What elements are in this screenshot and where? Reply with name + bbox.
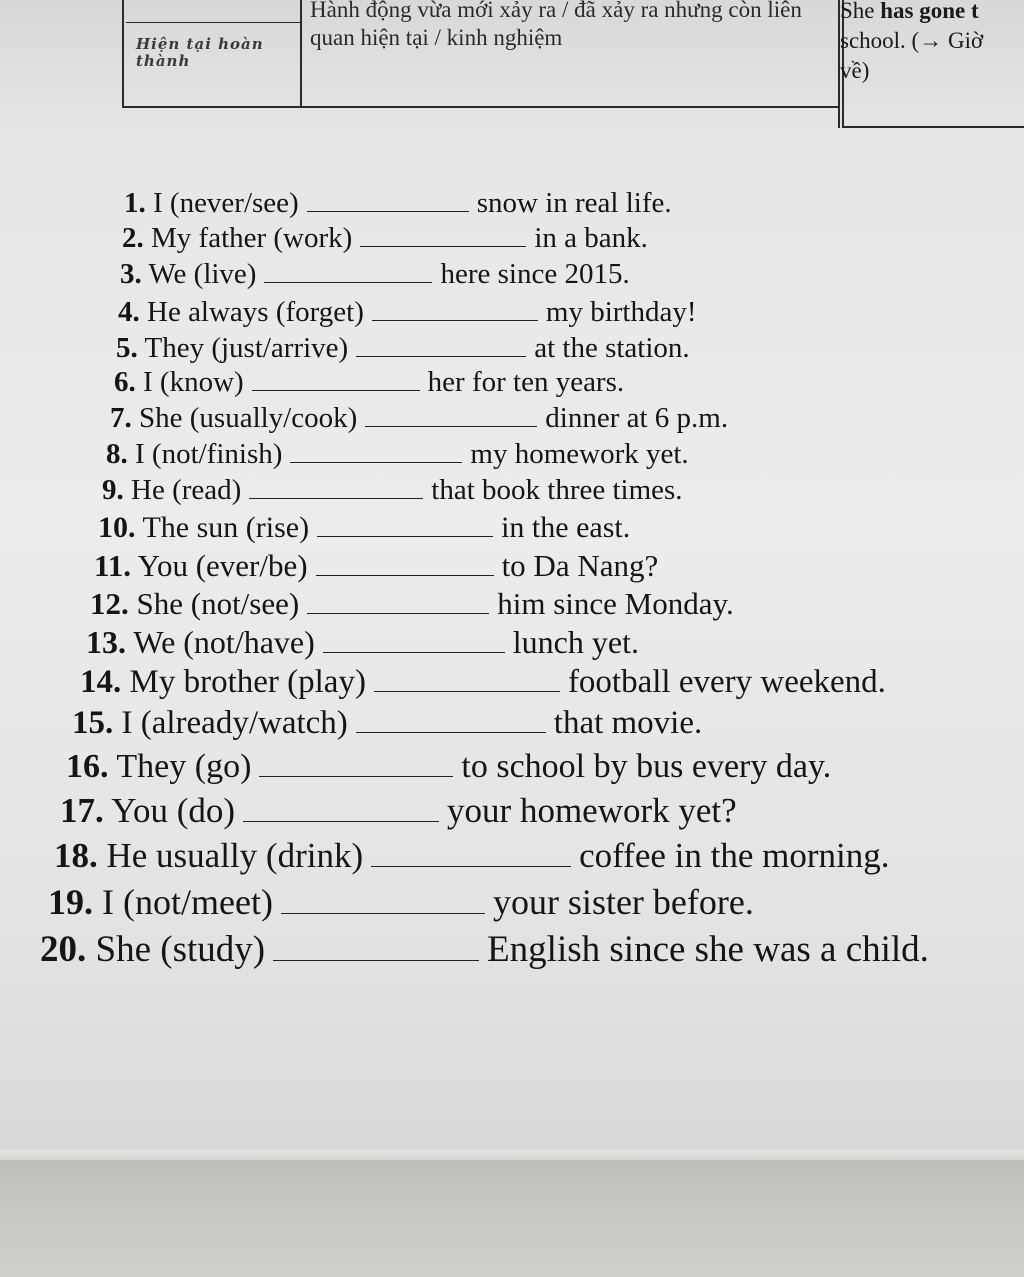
exercise-number: 1.: [124, 187, 146, 219]
exercise-item: [86, 624, 639, 661]
exercise-number: 8.: [106, 438, 128, 470]
example-bold: has gone t: [880, 0, 979, 23]
exercise-rest: English since she was a child.: [487, 929, 929, 970]
exercise-number: 2.: [122, 222, 144, 254]
example-prefix: She: [840, 0, 881, 23]
answer-blank[interactable]: [264, 281, 432, 283]
exercise-rest: in a bank.: [534, 222, 648, 254]
exercise-number: 6.: [114, 366, 136, 398]
exercise-prompt: I (never/see): [153, 187, 299, 219]
exercise-prompt: She (study): [95, 929, 266, 970]
exercise-item: [80, 664, 886, 701]
exercise-number: 3.: [120, 258, 142, 290]
exercise-prompt: He always (forget): [147, 296, 364, 328]
exercise-item: [54, 836, 889, 876]
exercise-item: [114, 366, 624, 399]
exercise-number: 9.: [102, 474, 124, 506]
exercise-rest: dinner at 6 p.m.: [545, 402, 729, 434]
exercise-item: [122, 222, 648, 255]
exercise-prompt: I (not/meet): [102, 882, 273, 922]
example-line3: về): [840, 58, 870, 83]
answer-blank[interactable]: [281, 912, 485, 914]
exercise-number: 16.: [66, 748, 109, 785]
answer-blank[interactable]: [365, 425, 537, 427]
exercise-number: 12.: [90, 586, 129, 621]
exercise-rest: that movie.: [553, 705, 703, 741]
exercise-prompt: I (not/finish): [135, 438, 283, 470]
exercise-item: [90, 586, 734, 622]
answer-blank[interactable]: [273, 959, 479, 961]
exercise-number: 19.: [48, 882, 93, 922]
exercise-rest: at the station.: [534, 332, 690, 364]
answer-blank[interactable]: [316, 574, 494, 576]
answer-blank[interactable]: [356, 731, 546, 733]
tense-name: Hiện tại hoàn thành: [136, 35, 264, 70]
exercise-item: [118, 296, 697, 329]
exercise-number: 15.: [72, 705, 114, 741]
exercise-prompt: They (go): [116, 748, 252, 785]
exercise-prompt: We (not/have): [133, 624, 315, 660]
exercise-item: [106, 438, 689, 471]
exercise-rest: lunch yet.: [512, 624, 639, 660]
exercise-item: [40, 928, 929, 971]
exercise-rest: in the east.: [501, 511, 631, 544]
answer-blank[interactable]: [372, 319, 538, 321]
answer-blank[interactable]: [259, 775, 453, 777]
exercise-prompt: She (usually/cook): [139, 402, 358, 434]
exercise-rest: football every weekend.: [567, 664, 886, 700]
exercise-number: 5.: [116, 332, 138, 364]
answer-blank[interactable]: [243, 820, 439, 822]
exercise-prompt: You (do): [111, 791, 236, 830]
exercise-rest: to Da Nang?: [501, 548, 659, 583]
exercise-item: [98, 511, 630, 545]
exercise-prompt: You (ever/be): [137, 548, 308, 583]
exercise-item: [94, 548, 658, 584]
tense-example: [840, 0, 1024, 86]
exercise-prompt: I (already/watch): [121, 705, 348, 741]
exercise-prompt: He usually (drink): [106, 836, 364, 875]
exercise-number: 17.: [60, 791, 104, 830]
answer-blank[interactable]: [356, 355, 526, 357]
exercise-item: [48, 881, 754, 923]
exercise-prompt: He (read): [131, 474, 242, 506]
grammar-table: [122, 0, 1024, 130]
exercise-rest: my birthday!: [545, 296, 697, 328]
exercise-number: 14.: [80, 664, 122, 700]
exercise-rest: your homework yet?: [447, 791, 737, 830]
exercise-item: [72, 705, 702, 742]
answer-blank[interactable]: [252, 389, 420, 391]
exercise-prompt: I (know): [143, 366, 244, 398]
exercise-prompt: She (not/see): [136, 586, 300, 621]
exercise-rest: her for ten years.: [427, 366, 625, 398]
exercise-item: [116, 332, 690, 365]
exercise-item: [102, 474, 683, 507]
answer-blank[interactable]: [249, 497, 423, 499]
exercise-prompt: They (just/arrive): [144, 332, 349, 364]
exercise-prompt: My brother (play): [129, 664, 366, 700]
exercise-item: [120, 258, 630, 291]
answer-blank[interactable]: [317, 535, 493, 537]
exercise-item: [124, 187, 672, 220]
exercise-rest: your sister before.: [492, 882, 754, 922]
exercise-item: [110, 402, 728, 435]
exercise-number: 20.: [40, 929, 87, 970]
exercise-prompt: The sun (rise): [142, 511, 310, 544]
exercise-item: [66, 748, 831, 786]
exercise-item: [60, 791, 737, 831]
tense-usage: Hành động vừa mới xảy ra / đã xảy ra nhưng còn liên quan hiện tại / kinh nghiệm: [310, 0, 802, 50]
exercise-number: 18.: [54, 836, 98, 875]
answer-blank[interactable]: [374, 690, 560, 692]
exercise-number: 10.: [98, 511, 136, 544]
exercise-number: 4.: [118, 296, 140, 328]
exercise-rest: him since Monday.: [497, 586, 734, 621]
exercise-number: 7.: [110, 402, 132, 434]
answer-blank[interactable]: [290, 461, 462, 463]
example-line2: school. (→ Giờ: [840, 28, 984, 53]
exercise-rest: that book three times.: [431, 474, 683, 506]
exercise-rest: coffee in the morning.: [579, 836, 890, 875]
exercise-prompt: My father (work): [151, 222, 353, 254]
answer-blank[interactable]: [307, 612, 489, 614]
exercise-number: 13.: [86, 624, 126, 660]
exercise-rest: my homework yet.: [470, 438, 689, 470]
exercise-rest: here since 2015.: [440, 258, 630, 290]
answer-blank[interactable]: [360, 245, 526, 247]
answer-blank[interactable]: [323, 651, 505, 653]
exercise-prompt: We (live): [148, 258, 257, 290]
background-surface: [0, 1160, 1024, 1277]
exercise-rest: snow in real life.: [476, 187, 672, 219]
answer-blank[interactable]: [371, 865, 571, 867]
exercise-rest: to school by bus every day.: [461, 748, 832, 785]
exercise-number: 11.: [94, 548, 132, 583]
answer-blank[interactable]: [307, 210, 469, 212]
